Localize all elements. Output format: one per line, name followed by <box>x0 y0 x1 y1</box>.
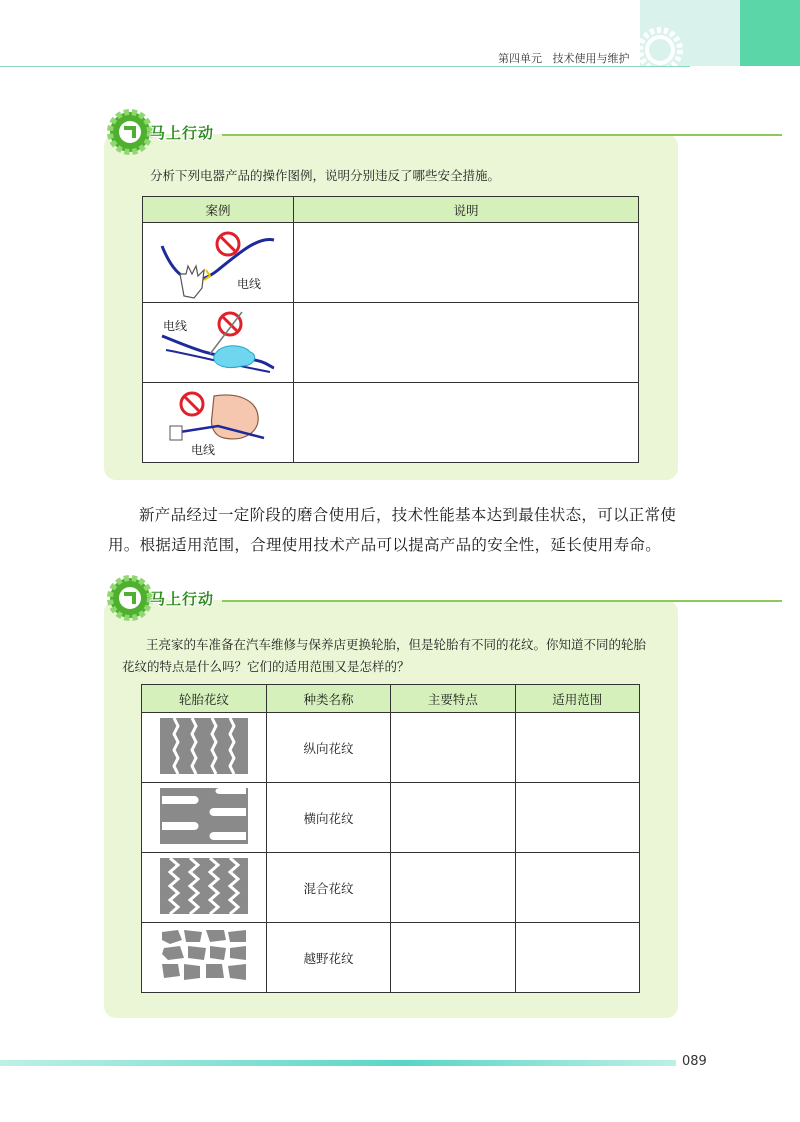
offroad-tread-pattern <box>160 928 248 984</box>
case-note-2 <box>294 303 639 383</box>
table-row <box>142 853 640 923</box>
transverse-tread-pattern <box>160 788 248 844</box>
activity-title: 马上行动 <box>150 590 215 608</box>
table-row <box>143 383 639 463</box>
pattern-scope <box>515 783 639 853</box>
pattern-feature <box>391 783 515 853</box>
case-illustration-3 <box>143 383 294 463</box>
pattern-feature <box>391 853 515 923</box>
badge-rule <box>222 600 782 602</box>
pattern-scope <box>515 923 639 993</box>
activity-intro: 分析下列电器产品的操作图例，说明分别违反了哪些安全措施。 <box>150 168 501 183</box>
wire-label: 电线 <box>191 443 216 457</box>
tread-image-transverse <box>142 783 267 853</box>
table-row <box>143 223 639 303</box>
pattern-scope <box>515 853 639 923</box>
pattern-name: 越野花纹 <box>266 923 390 993</box>
footer-divider <box>0 1060 676 1066</box>
table-row <box>142 713 640 783</box>
table-header-row <box>143 197 639 223</box>
pattern-name: 混合花纹 <box>266 853 390 923</box>
pattern-name: 横向花纹 <box>266 783 390 853</box>
tread-image-longitudinal <box>142 713 267 783</box>
tread-image-offroad <box>142 923 267 993</box>
table-row <box>142 783 640 853</box>
badge-rule <box>222 134 782 136</box>
column-header-note: 说明 <box>294 197 639 223</box>
gear-icon <box>632 22 688 78</box>
case-illustration-1 <box>143 223 294 303</box>
page-number: 089 <box>682 1054 707 1069</box>
activity-intro: 王亮家的车准备在汽车维修与保养店更换轮胎，但是轮胎有不同的花纹。你知道不同的轮胎花纹的特点是什么吗？它们的适用范围又是怎样的？ <box>122 637 647 674</box>
activity-title: 马上行动 <box>150 124 215 142</box>
topic-label: 技术使用与维护 <box>552 52 630 65</box>
header-divider <box>0 66 690 67</box>
longitudinal-tread-pattern <box>160 718 248 774</box>
header-decoration-accent <box>740 0 800 66</box>
tire-pattern-table <box>141 684 640 993</box>
wire-label: 电线 <box>237 277 262 291</box>
unit-label: 第四单元 <box>498 52 542 65</box>
pattern-name: 纵向花纹 <box>266 713 390 783</box>
pattern-feature <box>391 713 515 783</box>
pattern-scope <box>515 713 639 783</box>
table-header-row <box>142 685 640 713</box>
pulling-wire-illustration <box>158 386 278 460</box>
body-paragraph: 新产品经过一定阶段的磨合使用后，技术性能基本达到最佳状态，可以正常使用。根据适用范围，合理使用技术产品可以提高产品的安全性，延长使用寿命。 <box>108 506 677 554</box>
column-header-pattern: 轮胎花纹 <box>142 685 267 713</box>
column-header-scope: 适用范围 <box>515 685 639 713</box>
case-illustration-2 <box>143 303 294 383</box>
column-header-feature: 主要特点 <box>391 685 515 713</box>
column-header-name: 种类名称 <box>266 685 390 713</box>
table-row <box>143 303 639 383</box>
mixed-tread-pattern <box>160 858 248 914</box>
case-note-3 <box>294 383 639 463</box>
tread-image-mixed <box>142 853 267 923</box>
safety-case-table <box>142 196 639 463</box>
case-note-1 <box>294 223 639 303</box>
wire-label: 电线 <box>163 319 188 333</box>
pattern-feature <box>391 923 515 993</box>
table-row <box>142 923 640 993</box>
running-header <box>498 50 630 66</box>
column-header-case: 案例 <box>143 197 294 223</box>
